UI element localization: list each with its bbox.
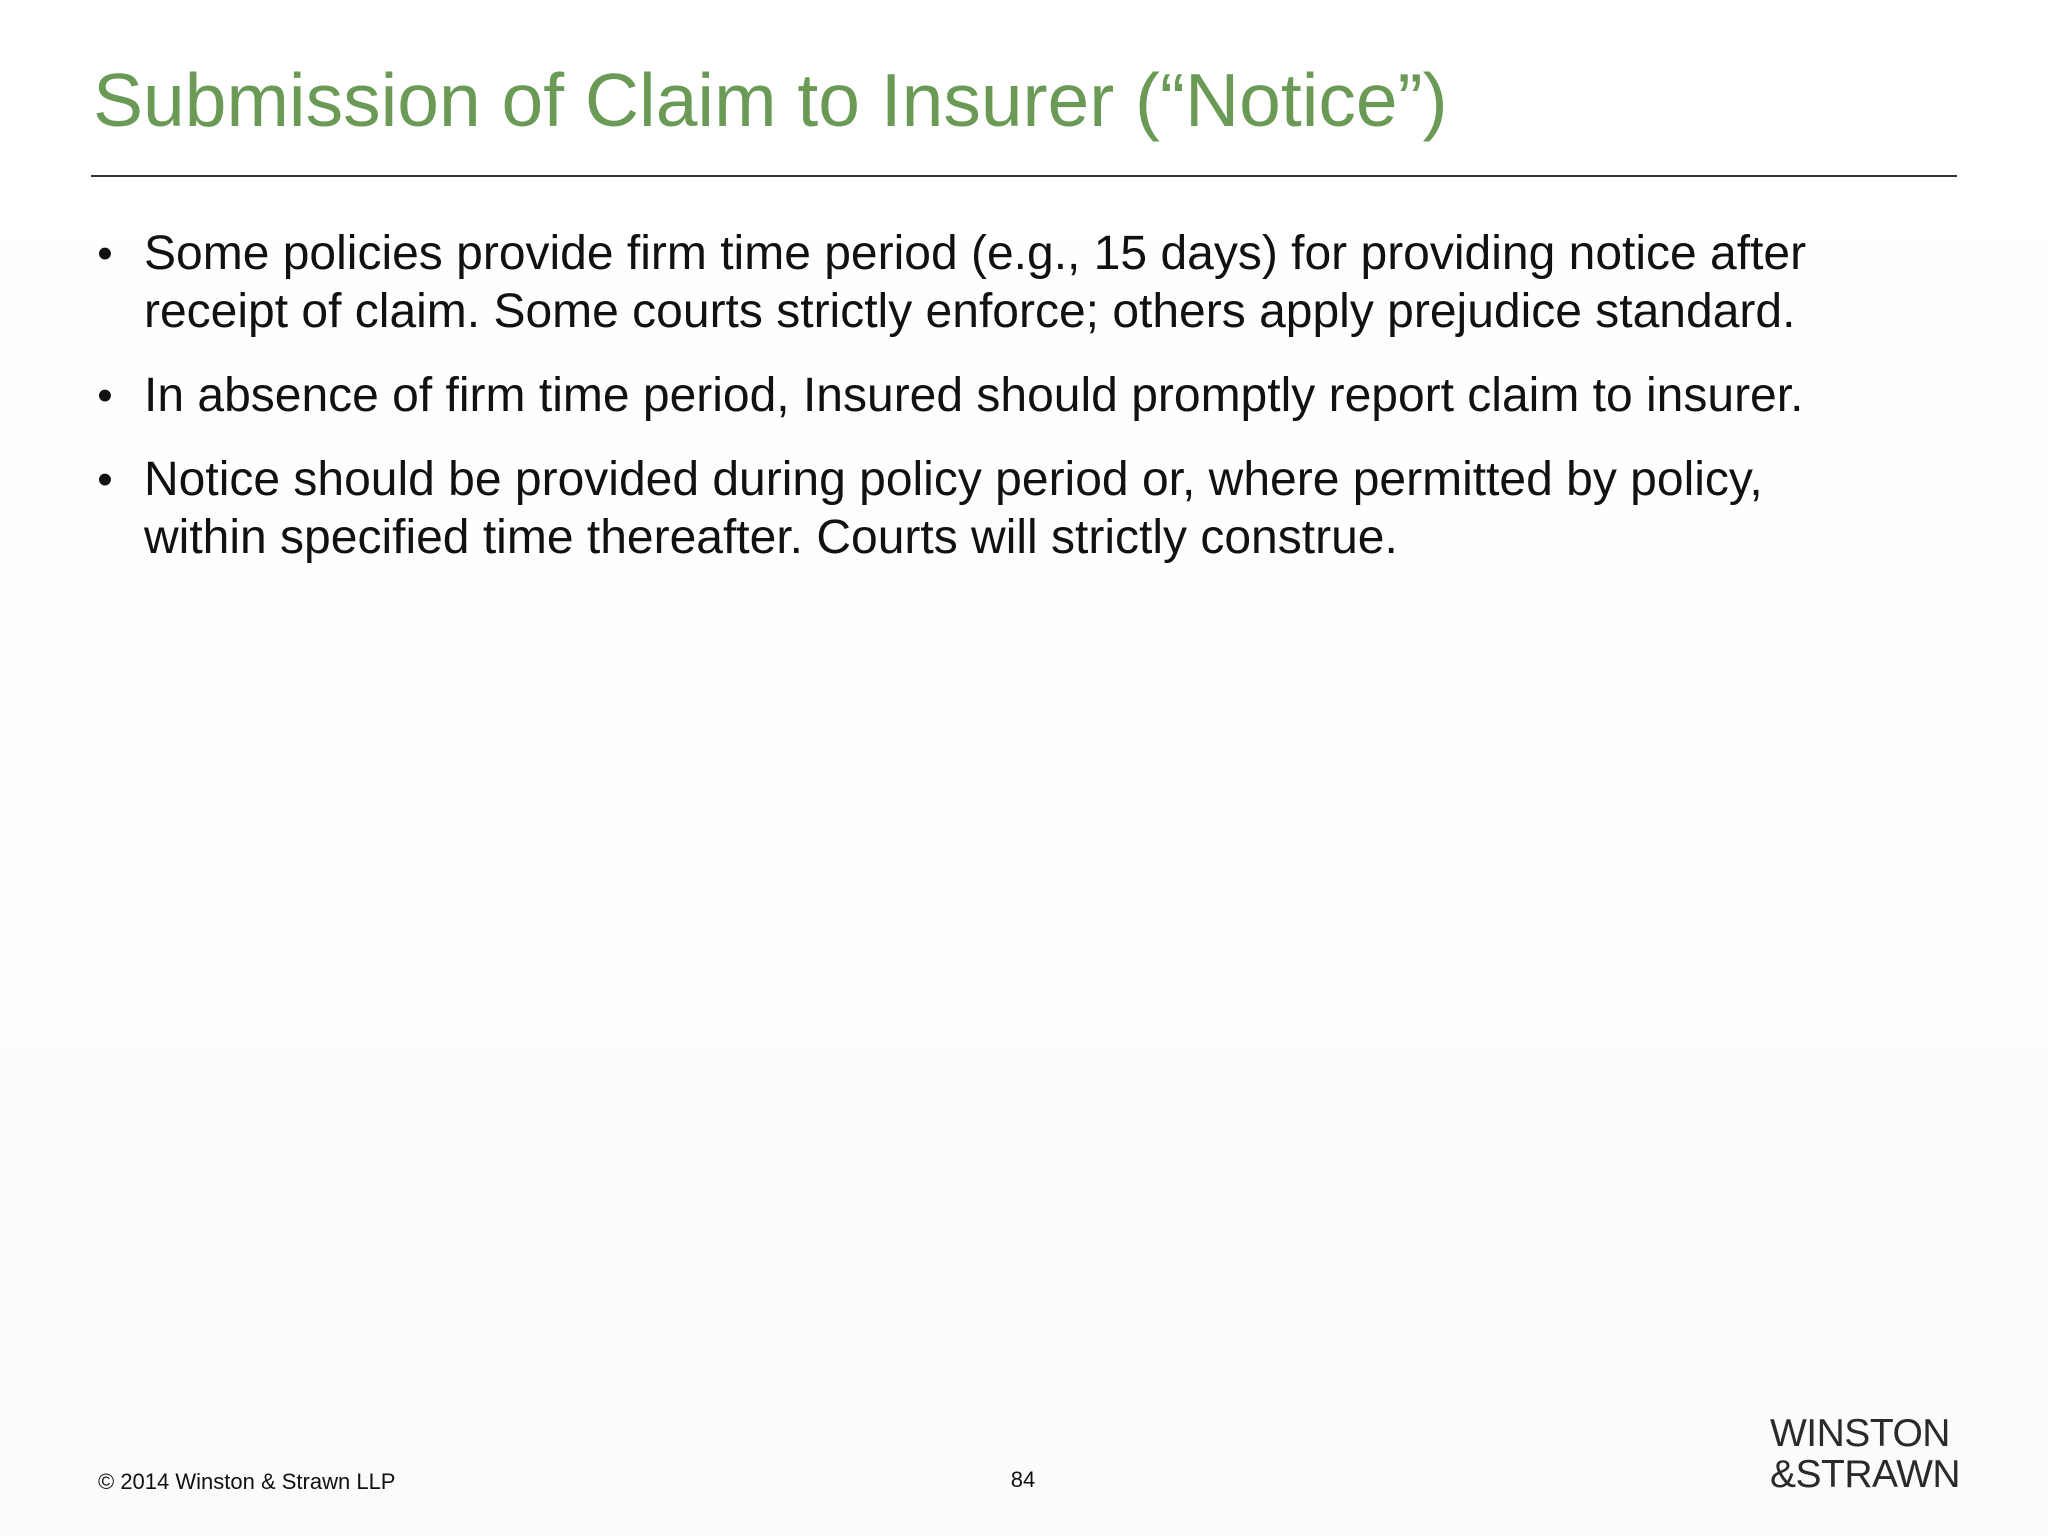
bullet-item <box>90 225 1970 341</box>
logo-line-strawn: &STRAWN <box>1770 1453 1961 1496</box>
bullet-dot-icon: • <box>97 371 113 420</box>
footer-copyright: © 2014 Winston & Strawn LLP <box>98 1469 396 1494</box>
title-divider <box>91 175 1957 177</box>
bullet-item <box>90 367 1970 425</box>
bullet-text: Some policies provide firm time period (e.g., 15 days) for providing notice after receipt of claim. Some courts strictly enforce; others apply prejudice standard. <box>144 227 1807 338</box>
winston-strawn-logo <box>1770 1413 1960 1497</box>
bullet-dot-icon: • <box>97 455 113 504</box>
page-number: 84 <box>1010 1467 1036 1492</box>
slide-title: Submission of Claim to Insurer (“Notice”) <box>93 58 1448 142</box>
bullet-text: Notice should be provided during policy period or, where permitted by policy, within specified time thereafter. Courts will strictly construe. <box>144 453 1763 564</box>
bullet-item <box>90 451 1970 567</box>
bullet-dot-icon: • <box>97 229 113 278</box>
bullet-text: In absence of firm time period, Insured should promptly report claim to insurer. <box>144 369 1804 422</box>
bullet-list <box>90 225 1970 593</box>
logo-line-winston: WINSTON <box>1770 1412 1950 1455</box>
